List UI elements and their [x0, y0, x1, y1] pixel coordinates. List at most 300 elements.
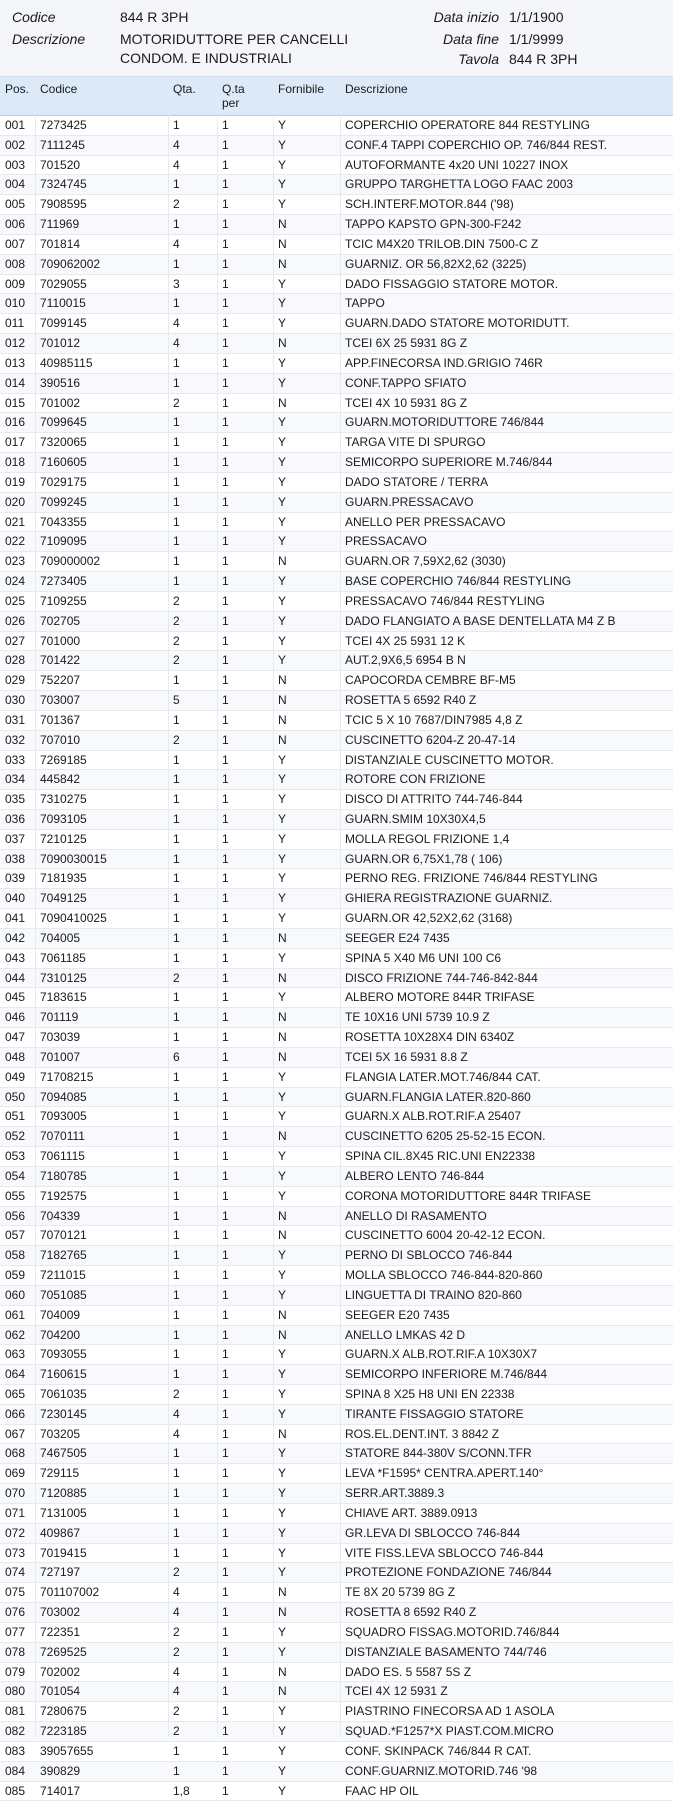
- table-row[interactable]: [0, 949, 673, 969]
- table-row[interactable]: [0, 235, 673, 255]
- row-fornibile: Y: [278, 889, 286, 908]
- table-row[interactable]: [0, 1583, 673, 1603]
- row-qta-per: 1: [222, 1444, 229, 1463]
- table-row[interactable]: [0, 889, 673, 909]
- row-qta-per: 1: [222, 1563, 229, 1582]
- table-row[interactable]: [0, 294, 673, 314]
- row-qta: 1: [173, 1127, 180, 1146]
- row-pos: 028: [5, 651, 25, 670]
- row-qta-per: 1: [222, 1246, 229, 1265]
- table-row[interactable]: [0, 1187, 673, 1207]
- table-row[interactable]: [0, 632, 673, 652]
- table-row[interactable]: [0, 850, 673, 870]
- row-fornibile: Y: [278, 1266, 286, 1285]
- row-fornibile: Y: [278, 1504, 286, 1523]
- table-row[interactable]: [0, 1127, 673, 1147]
- row-pos: 015: [5, 394, 25, 413]
- table-row[interactable]: [0, 1107, 673, 1127]
- table-row[interactable]: [0, 255, 673, 275]
- row-pos: 037: [5, 830, 25, 849]
- row-qta-per: 1: [222, 988, 229, 1007]
- row-fornibile: Y: [278, 1742, 286, 1761]
- row-fornibile: Y: [278, 413, 286, 432]
- table-row[interactable]: [0, 1444, 673, 1464]
- table-row[interactable]: [0, 1722, 673, 1742]
- row-descrizione: TCEI 4X 25 5931 12 K: [345, 632, 465, 651]
- row-qta: 4: [173, 314, 180, 333]
- row-fornibile: N: [278, 1008, 287, 1027]
- row-codice: 703039: [40, 1028, 80, 1047]
- row-qta-per: 1: [222, 255, 229, 274]
- row-descrizione: COPERCHIO OPERATORE 844 RESTYLING: [345, 116, 590, 135]
- row-qta: 4: [173, 1425, 180, 1444]
- row-pos: 014: [5, 374, 25, 393]
- row-qta-per: 1: [222, 889, 229, 908]
- table-row[interactable]: [0, 1246, 673, 1266]
- row-codice: 7061035: [40, 1385, 87, 1404]
- table-row[interactable]: [0, 909, 673, 929]
- row-qta: 2: [173, 651, 180, 670]
- row-codice: 704005: [40, 929, 80, 948]
- row-fornibile: Y: [278, 830, 286, 849]
- row-fornibile: N: [278, 731, 287, 750]
- row-codice: 703002: [40, 1603, 80, 1622]
- row-qta: 1: [173, 354, 180, 373]
- row-codice: 704339: [40, 1207, 80, 1226]
- table-row[interactable]: [0, 1603, 673, 1623]
- row-qta-per: 1: [222, 1782, 229, 1801]
- table-row[interactable]: [0, 1167, 673, 1187]
- table-row[interactable]: [0, 354, 673, 374]
- row-descrizione: TCEI 5X 16 5931 8.8 Z: [345, 1048, 468, 1067]
- row-qta: 1: [173, 770, 180, 789]
- row-qta: 4: [173, 136, 180, 155]
- row-fornibile: Y: [278, 909, 286, 928]
- row-pos: 061: [5, 1306, 25, 1325]
- table-row[interactable]: [0, 195, 673, 215]
- table-row[interactable]: [0, 1147, 673, 1167]
- row-codice: 702002: [40, 1663, 80, 1682]
- row-qta: 4: [173, 1603, 180, 1622]
- table-row[interactable]: [0, 1643, 673, 1663]
- table-row[interactable]: [0, 215, 673, 235]
- row-codice: 709062002: [40, 255, 100, 274]
- row-pos: 034: [5, 770, 25, 789]
- table-row[interactable]: [0, 1226, 673, 1246]
- row-qta-per: 1: [222, 869, 229, 888]
- row-fornibile: N: [278, 1603, 287, 1622]
- table-row[interactable]: [0, 275, 673, 295]
- row-qta-per: 1: [222, 552, 229, 571]
- row-descrizione: TARGA VITE DI SPURGO: [345, 433, 485, 452]
- row-qta-per: 1: [222, 1306, 229, 1325]
- row-fornibile: N: [278, 1127, 287, 1146]
- row-descrizione: TCEI 4X 10 5931 8G Z: [345, 394, 467, 413]
- row-qta-per: 1: [222, 1504, 229, 1523]
- row-fornibile: Y: [278, 572, 286, 591]
- row-descrizione: TCEI 4X 12 5931 Z: [345, 1682, 448, 1701]
- row-descrizione: GUARN.OR 7,59X2,62 (3030): [345, 552, 506, 571]
- row-pos: 033: [5, 751, 25, 770]
- row-fornibile: Y: [278, 275, 286, 294]
- table-row[interactable]: [0, 790, 673, 810]
- row-qta: 1: [173, 1742, 180, 1761]
- table-row[interactable]: [0, 453, 673, 473]
- table-row[interactable]: [0, 1088, 673, 1108]
- row-pos: 042: [5, 929, 25, 948]
- table-row[interactable]: [0, 988, 673, 1008]
- row-qta-per: 1: [222, 671, 229, 690]
- table-row[interactable]: [0, 473, 673, 493]
- row-codice: 409867: [40, 1524, 80, 1543]
- row-pos: 060: [5, 1286, 25, 1305]
- table-row[interactable]: [0, 413, 673, 433]
- row-codice: 7019415: [40, 1544, 87, 1563]
- table-row[interactable]: [0, 374, 673, 394]
- row-qta-per: 1: [222, 1167, 229, 1186]
- table-row[interactable]: [0, 1385, 673, 1405]
- column-header-qta-per-line1: Q.ta: [222, 82, 245, 96]
- row-pos: 008: [5, 255, 25, 274]
- row-fornibile: Y: [278, 1464, 286, 1483]
- row-fornibile: Y: [278, 1643, 286, 1662]
- row-qta-per: 1: [222, 1127, 229, 1146]
- row-qta-per: 1: [222, 929, 229, 948]
- row-descrizione: TCEI 6X 25 5931 8G Z: [345, 334, 467, 353]
- table-row[interactable]: [0, 493, 673, 513]
- table-row[interactable]: [0, 671, 673, 691]
- row-codice: 390516: [40, 374, 80, 393]
- row-qta-per: 1: [222, 731, 229, 750]
- row-qta-per: 1: [222, 314, 229, 333]
- row-qta: 2: [173, 1623, 180, 1642]
- table-row[interactable]: [0, 691, 673, 711]
- table-row[interactable]: [0, 1008, 673, 1028]
- row-fornibile: N: [278, 1583, 287, 1602]
- row-codice: 7269525: [40, 1643, 87, 1662]
- row-fornibile: N: [278, 1663, 287, 1682]
- row-qta: 1: [173, 433, 180, 452]
- row-descrizione: PRESSACAVO: [345, 532, 427, 551]
- row-qta: 1: [173, 1464, 180, 1483]
- row-descrizione: LINGUETTA DI TRAINO 820-860: [345, 1286, 522, 1305]
- column-header-codice[interactable]: Codice: [40, 82, 77, 96]
- table-row[interactable]: [0, 394, 673, 414]
- row-qta: 2: [173, 394, 180, 413]
- table-row[interactable]: [0, 810, 673, 830]
- table-row[interactable]: [0, 1405, 673, 1425]
- table-row[interactable]: [0, 334, 673, 354]
- table-row[interactable]: [0, 314, 673, 334]
- row-qta-per: 1: [222, 334, 229, 353]
- row-codice: 7324745: [40, 175, 87, 194]
- column-header-qta-per-line2: per: [222, 96, 239, 110]
- tavola-value: 844 R 3PH: [509, 48, 577, 70]
- row-qta-per: 1: [222, 175, 229, 194]
- row-fornibile: N: [278, 1306, 287, 1325]
- row-qta-per: 1: [222, 949, 229, 968]
- table-row[interactable]: [0, 1464, 673, 1484]
- table-row[interactable]: [0, 711, 673, 731]
- row-qta-per: 1: [222, 1345, 229, 1364]
- row-qta-per: 1: [222, 433, 229, 452]
- row-qta: 1: [173, 1226, 180, 1245]
- row-fornibile: N: [278, 235, 287, 254]
- row-codice: 7269185: [40, 751, 87, 770]
- table-row[interactable]: [0, 532, 673, 552]
- row-pos: 018: [5, 453, 25, 472]
- row-descrizione: ALBERO LENTO 746-844: [345, 1167, 484, 1186]
- table-row[interactable]: [0, 1524, 673, 1544]
- column-divider: [340, 76, 341, 1737]
- row-fornibile: Y: [278, 1167, 286, 1186]
- row-descrizione: ANELLO PER PRESSACAVO: [345, 513, 506, 532]
- row-pos: 046: [5, 1008, 25, 1027]
- row-pos: 083: [5, 1742, 25, 1761]
- data-inizio-value: 1/1/1900: [509, 6, 564, 28]
- table-row[interactable]: [0, 1365, 673, 1385]
- table-row[interactable]: [0, 651, 673, 671]
- row-qta-per: 1: [222, 1187, 229, 1206]
- row-descrizione: GUARN.FLANGIA LATER.820-860: [345, 1088, 531, 1107]
- row-qta: 1: [173, 909, 180, 928]
- table-row[interactable]: [0, 969, 673, 989]
- table-row[interactable]: [0, 552, 673, 572]
- row-qta-per: 1: [222, 1405, 229, 1424]
- row-fornibile: Y: [278, 949, 286, 968]
- row-pos: 009: [5, 275, 25, 294]
- table-row[interactable]: [0, 1762, 673, 1782]
- row-qta: 2: [173, 731, 180, 750]
- table-row[interactable]: [0, 770, 673, 790]
- row-codice: 7029055: [40, 275, 87, 294]
- row-codice: 701107002: [40, 1583, 99, 1602]
- table-row[interactable]: [0, 1682, 673, 1702]
- row-fornibile: Y: [278, 632, 286, 651]
- row-descrizione: GUARN.DADO STATORE MOTORIDUTT.: [345, 314, 569, 333]
- row-qta: 1: [173, 949, 180, 968]
- row-codice: 445842: [40, 770, 80, 789]
- table-row[interactable]: [0, 830, 673, 850]
- row-descrizione: GUARN.SMIM 10X30X4,5: [345, 810, 486, 829]
- row-qta: 1: [173, 473, 180, 492]
- row-pos: 019: [5, 473, 25, 492]
- row-codice: 7273425: [40, 116, 87, 135]
- row-pos: 064: [5, 1365, 25, 1384]
- table-row[interactable]: [0, 1286, 673, 1306]
- row-codice: 39057655: [40, 1742, 93, 1761]
- row-fornibile: N: [278, 1425, 287, 1444]
- row-pos: 067: [5, 1425, 25, 1444]
- row-fornibile: Y: [278, 850, 286, 869]
- row-codice: 703007: [40, 691, 80, 710]
- column-header-pos[interactable]: Pos.: [5, 82, 29, 96]
- table-row[interactable]: [0, 1544, 673, 1564]
- row-codice: 729115: [40, 1464, 79, 1483]
- row-qta-per: 1: [222, 810, 229, 829]
- table-row[interactable]: [0, 1742, 673, 1762]
- row-codice: 7109255: [40, 592, 87, 611]
- row-fornibile: Y: [278, 1068, 286, 1087]
- row-qta-per: 1: [222, 1326, 229, 1345]
- column-header-qta[interactable]: Qta.: [173, 82, 196, 96]
- row-qta: 1: [173, 869, 180, 888]
- row-descrizione: DISCO DI ATTRITO 744-746-844: [345, 790, 523, 809]
- row-qta-per: 1: [222, 156, 229, 175]
- row-fornibile: Y: [278, 116, 286, 135]
- table-row[interactable]: [0, 929, 673, 949]
- row-pos: 045: [5, 988, 25, 1007]
- row-qta-per: 1: [222, 1464, 229, 1483]
- table-row[interactable]: [0, 116, 673, 136]
- row-qta-per: 1: [222, 1583, 229, 1602]
- table-row[interactable]: [0, 1306, 673, 1326]
- table-row[interactable]: [0, 513, 673, 533]
- row-pos: 069: [5, 1464, 25, 1483]
- row-descrizione: DADO FISSAGGIO STATORE MOTOR.: [345, 275, 558, 294]
- table-row[interactable]: [0, 1504, 673, 1524]
- row-qta-per: 1: [222, 493, 229, 512]
- row-pos: 058: [5, 1246, 25, 1265]
- codice-value: 844 R 3PH: [120, 6, 188, 28]
- row-pos: 057: [5, 1226, 25, 1245]
- row-codice: 7310125: [40, 969, 87, 988]
- column-header-descrizione[interactable]: Descrizione: [345, 82, 408, 96]
- table-row[interactable]: [0, 1663, 673, 1683]
- row-pos: 027: [5, 632, 25, 651]
- row-pos: 073: [5, 1544, 25, 1563]
- table-row[interactable]: [0, 1425, 673, 1445]
- row-descrizione: SCH.INTERF.MOTOR.844 ('98): [345, 195, 514, 214]
- table-row[interactable]: [0, 1623, 673, 1643]
- table-row[interactable]: [0, 136, 673, 156]
- row-qta: 1: [173, 1088, 180, 1107]
- row-qta-per: 1: [222, 909, 229, 928]
- table-row[interactable]: [0, 1702, 673, 1722]
- row-qta-per: 1: [222, 1682, 229, 1701]
- row-qta-per: 1: [222, 969, 229, 988]
- row-qta: 1: [173, 1544, 180, 1563]
- row-pos: 025: [5, 592, 25, 611]
- row-qta: 1: [173, 929, 180, 948]
- row-descrizione: CUSCINETTO 6205 25-52-15 ECON.: [345, 1127, 546, 1146]
- table-row[interactable]: [0, 1484, 673, 1504]
- row-qta: 6: [173, 1048, 180, 1067]
- row-qta: 3: [173, 275, 180, 294]
- row-descrizione: TIRANTE FISSAGGIO STATORE: [345, 1405, 524, 1424]
- row-fornibile: Y: [278, 751, 286, 770]
- row-fornibile: Y: [278, 1444, 286, 1463]
- row-qta-per: 1: [222, 116, 229, 135]
- row-fornibile: N: [278, 1226, 287, 1245]
- row-qta-per: 1: [222, 1207, 229, 1226]
- row-codice: 7181935: [40, 869, 87, 888]
- row-fornibile: N: [278, 1048, 287, 1067]
- row-descrizione: APP.FINECORSA IND.GRIGIO 746R: [345, 354, 543, 373]
- column-header-qta-per[interactable]: [222, 82, 245, 110]
- row-pos: 056: [5, 1207, 25, 1226]
- row-qta: 1: [173, 493, 180, 512]
- column-header-fornibile[interactable]: Fornibile: [278, 82, 324, 96]
- row-codice: 7230145: [40, 1405, 87, 1424]
- table-row[interactable]: [0, 1028, 673, 1048]
- table-row[interactable]: [0, 592, 673, 612]
- row-qta: 1: [173, 1306, 180, 1325]
- row-qta-per: 1: [222, 1722, 229, 1741]
- row-qta-per: 1: [222, 394, 229, 413]
- row-pos: 021: [5, 513, 25, 532]
- table-row[interactable]: [0, 572, 673, 592]
- table-row[interactable]: [0, 1563, 673, 1583]
- row-descrizione: GRUPPO TARGHETTA LOGO FAAC 2003: [345, 175, 573, 194]
- row-pos: 068: [5, 1444, 25, 1463]
- column-divider: [217, 76, 218, 1737]
- row-fornibile: N: [278, 1326, 287, 1345]
- row-pos: 029: [5, 671, 25, 690]
- table-row[interactable]: [0, 1326, 673, 1346]
- row-fornibile: N: [278, 394, 287, 413]
- row-qta-per: 1: [222, 1762, 229, 1781]
- table-row[interactable]: [0, 1068, 673, 1088]
- row-pos: 011: [5, 314, 24, 333]
- row-codice: 7090410025: [40, 909, 107, 928]
- table-row[interactable]: [0, 869, 673, 889]
- table-row[interactable]: [0, 1207, 673, 1227]
- row-codice: 7273405: [40, 572, 87, 591]
- row-qta: 1: [173, 751, 180, 770]
- table-row[interactable]: [0, 433, 673, 453]
- row-descrizione: DISTANZIALE CUSCINETTO MOTOR.: [345, 751, 554, 770]
- table-row[interactable]: [0, 1782, 673, 1801]
- row-descrizione: FAAC HP OIL: [345, 1782, 419, 1801]
- row-pos: 024: [5, 572, 25, 591]
- row-qta-per: 1: [222, 1068, 229, 1087]
- row-qta: 1: [173, 1187, 180, 1206]
- row-qta-per: 1: [222, 1425, 229, 1444]
- row-pos: 035: [5, 790, 25, 809]
- row-qta-per: 1: [222, 1226, 229, 1245]
- row-qta: 1: [173, 215, 180, 234]
- table-row[interactable]: [0, 1266, 673, 1286]
- row-qta-per: 1: [222, 374, 229, 393]
- descrizione-label: Descrizione: [12, 28, 85, 50]
- table-row[interactable]: [0, 1048, 673, 1068]
- row-fornibile: N: [278, 671, 287, 690]
- row-qta-per: 1: [222, 572, 229, 591]
- row-descrizione: ROSETTA 10X28X4 DIN 6340Z: [345, 1028, 514, 1047]
- row-descrizione: SEEGER E24 7435: [345, 929, 450, 948]
- row-descrizione: ALBERO MOTORE 844R TRIFASE: [345, 988, 535, 1007]
- table-row[interactable]: [0, 175, 673, 195]
- row-qta: 1: [173, 532, 180, 551]
- row-qta-per: 1: [222, 1544, 229, 1563]
- row-fornibile: Y: [278, 453, 286, 472]
- table-row[interactable]: [0, 751, 673, 771]
- row-qta: 1: [173, 453, 180, 472]
- row-pos: 048: [5, 1048, 25, 1067]
- row-qta-per: 1: [222, 354, 229, 373]
- row-qta: 1: [173, 1028, 180, 1047]
- row-fornibile: Y: [278, 1623, 286, 1642]
- table-row[interactable]: [0, 1345, 673, 1365]
- table-row[interactable]: [0, 731, 673, 751]
- table-row[interactable]: [0, 612, 673, 632]
- table-row[interactable]: [0, 156, 673, 176]
- row-codice: 390829: [40, 1762, 80, 1781]
- row-descrizione: PERNO DI SBLOCCO 746-844: [345, 1246, 512, 1265]
- row-codice: 7043355: [40, 513, 87, 532]
- row-qta-per: 1: [222, 413, 229, 432]
